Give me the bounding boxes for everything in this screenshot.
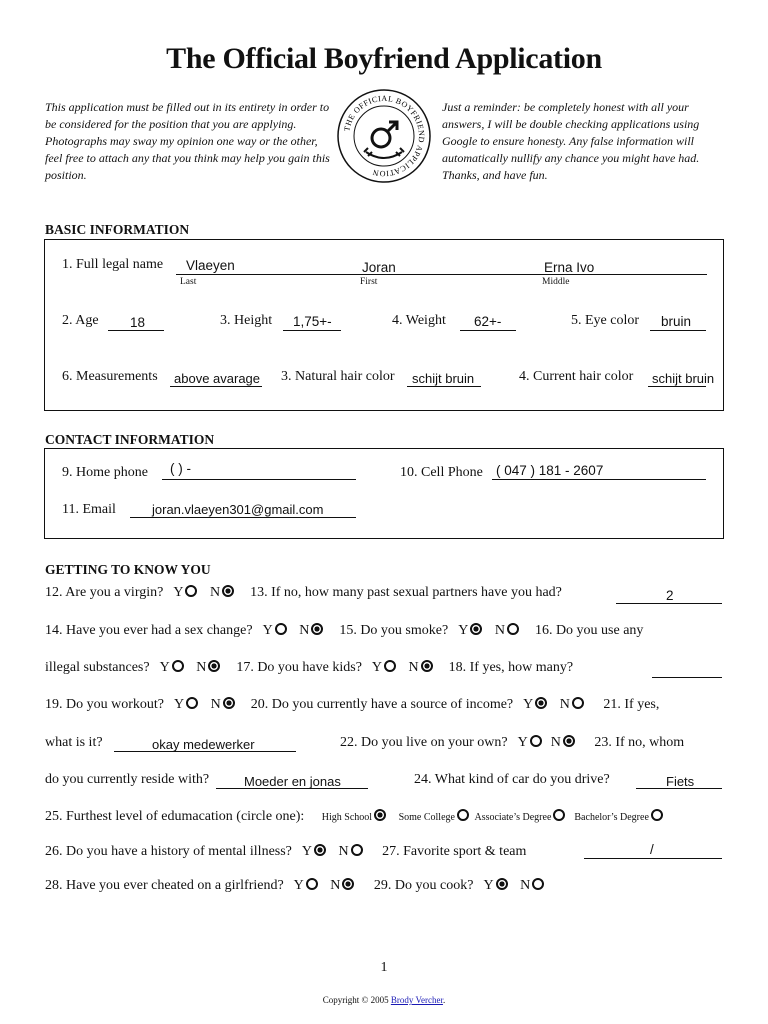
measurements-line <box>170 386 262 387</box>
row-q26-q27 <box>45 844 526 860</box>
email-value[interactable]: joran.vlaeyen301@gmail.com <box>152 502 324 517</box>
q29-y-label: Y <box>483 878 494 893</box>
q13-line <box>616 603 722 604</box>
weight-label: 4. Weight <box>392 313 446 328</box>
q19-y-label: Y <box>173 697 185 712</box>
contact-info-box <box>44 448 724 539</box>
measurements-label: 6. Measurements <box>62 369 158 384</box>
q24-value[interactable]: Fiets <box>666 774 695 789</box>
natural-hair-label: 3. Natural hair color <box>281 369 395 384</box>
q15-n-label: N <box>494 623 505 638</box>
first-label: First <box>360 277 378 287</box>
q14-label: 14. Have you ever had a sex change? <box>45 623 253 638</box>
row-q14-q16 <box>45 623 643 639</box>
q28-n-label: N <box>330 878 341 893</box>
q17-yes-radio[interactable] <box>384 660 396 672</box>
q16b-label: illegal substances? <box>45 660 150 675</box>
row-q21b-q23 <box>45 735 103 751</box>
q12-n-label: N <box>209 585 221 600</box>
email-label: 11. Email <box>62 502 116 517</box>
row-q22-q23 <box>340 735 684 751</box>
q22-n-label: N <box>550 735 561 750</box>
email-line <box>130 517 356 518</box>
q22-yes-radio[interactable] <box>530 735 542 747</box>
q14-yes-radio[interactable] <box>275 623 287 635</box>
page-title: The Official Boyfriend Application <box>166 42 602 75</box>
last-label: Last <box>180 277 197 287</box>
q29-yes-radio[interactable] <box>496 878 508 890</box>
q15-no-radio[interactable] <box>507 623 519 635</box>
row-q23b <box>45 772 209 788</box>
edu-bachelors-radio[interactable] <box>651 809 663 821</box>
eye-color-value[interactable]: bruin <box>661 314 692 329</box>
q16-no-radio[interactable] <box>208 660 220 672</box>
cell-phone-line <box>492 479 706 480</box>
first-name-value[interactable]: Joran <box>362 260 396 275</box>
q27-line <box>584 858 722 859</box>
q28-no-radio[interactable] <box>342 878 354 890</box>
q18-label: 18. If yes, how many? <box>448 660 574 675</box>
edu-high-school-label: High School <box>321 812 373 823</box>
q21-value[interactable]: okay medewerker <box>152 737 255 752</box>
full-name-line <box>176 274 707 275</box>
getting-to-know-heading: GETTING TO KNOW YOU <box>45 562 211 577</box>
height-line <box>283 330 341 331</box>
copyright-period: . <box>442 995 446 1005</box>
copyright-line <box>0 995 768 1005</box>
home-phone-line <box>162 479 356 480</box>
q17-n-label: N <box>408 660 419 675</box>
q16-y-label: Y <box>159 660 170 675</box>
q14-no-radio[interactable] <box>311 623 323 635</box>
middle-label: Middle <box>542 277 570 287</box>
eye-color-label: 5. Eye color <box>571 313 640 328</box>
q21b-label: what is it? <box>45 735 103 750</box>
q20-label: 20. Do you currently have a source of income? <box>250 697 514 712</box>
official-seal-icon <box>336 88 432 184</box>
current-hair-label: 4. Current hair color <box>519 369 634 384</box>
q20-no-radio[interactable] <box>572 697 584 709</box>
height-label: 3. Height <box>220 313 273 328</box>
full-name-label: 1. Full legal name <box>62 257 164 272</box>
q26-label: 26. Do you have a history of mental illness? <box>45 844 292 859</box>
home-phone-value[interactable]: ( ) - <box>170 461 191 476</box>
height-value[interactable]: 1,75+- <box>293 314 332 329</box>
q19-no-radio[interactable] <box>223 697 235 709</box>
current-hair-value[interactable]: schijt bruin <box>652 371 715 386</box>
q27-value[interactable]: / <box>650 842 654 857</box>
q27-label: 27. Favorite sport & team <box>382 844 527 859</box>
edu-some-college-radio[interactable] <box>457 809 469 821</box>
measurements-value[interactable]: above avarage <box>174 371 261 386</box>
q28-yes-radio[interactable] <box>306 878 318 890</box>
edu-some-college-label: Some College <box>398 812 455 823</box>
q19-label: 19. Do you workout? <box>45 697 164 712</box>
cell-phone-label: 10. Cell Phone <box>400 465 483 480</box>
q22-label: 22. Do you live on your own? <box>340 735 508 750</box>
contact-info-heading: CONTACT INFORMATION <box>45 432 215 447</box>
intro-right: Just a reminder: be completely honest with all your answers, I will be double checking applications using Google to ensure honesty. Any false information will automatically nullify any chance you might have had. Thanks, and have fun. <box>442 100 700 182</box>
q23-label: 23. If no, whom <box>594 735 685 750</box>
q17-no-radio[interactable] <box>421 660 433 672</box>
basic-info-heading: BASIC INFORMATION <box>45 222 190 237</box>
row-q25 <box>45 809 665 825</box>
intro-left: This application must be filled out in its entirety in order to be considered for the position that you are applying. Photographs may sway my opinion one way or the other, feel free to attach any that you think may help you gain this position. <box>45 100 330 182</box>
row-q19-q21 <box>45 697 659 713</box>
age-line <box>108 330 164 331</box>
edu-bachelors-label: Bachelor’s Degree <box>574 812 649 823</box>
q24-label: 24. What kind of car do you drive? <box>414 772 610 787</box>
edu-associates-radio[interactable] <box>553 809 565 821</box>
q17-label: 17. Do you have kids? <box>236 660 362 675</box>
last-name-value[interactable]: Vlaeyen <box>186 258 235 273</box>
q28-y-label: Y <box>293 878 304 893</box>
q19-n-label: N <box>210 697 221 712</box>
age-value[interactable]: 18 <box>130 315 146 330</box>
q12-y-label: Y <box>173 585 184 600</box>
q12-label: 12. Are you a virgin? <box>45 585 164 600</box>
q26-n-label: N <box>338 844 349 859</box>
edu-associates-label: Associate’s Degree <box>474 812 552 823</box>
q14-y-label: Y <box>262 623 273 638</box>
q26-no-radio[interactable] <box>351 844 363 856</box>
copyright-text: Copyright © 2005 <box>322 995 389 1005</box>
q16-label: 16. Do you use any <box>534 623 644 638</box>
seal-text: THE OFFICIAL BOYFRIEND APPLICATION <box>342 93 427 179</box>
weight-value[interactable]: 62+- <box>474 314 502 329</box>
q29-label: 29. Do you cook? <box>373 878 474 893</box>
q29-n-label: N <box>520 878 531 893</box>
q13-label: 13. If no, how many past sexual partners have you had? <box>250 585 562 600</box>
q22-y-label: Y <box>517 735 528 750</box>
home-phone-label: 9. Home phone <box>62 465 148 480</box>
weight-line <box>460 330 516 331</box>
q20-yes-radio[interactable] <box>535 697 547 709</box>
natural-hair-value[interactable]: schijt bruin <box>412 371 475 386</box>
q15-y-label: Y <box>458 623 469 638</box>
q29-no-radio[interactable] <box>532 878 544 890</box>
q13-value[interactable]: 2 <box>666 588 674 603</box>
q20-n-label: N <box>559 697 570 712</box>
q15-yes-radio[interactable] <box>470 623 482 635</box>
page-number: 1 <box>380 960 388 975</box>
q25-label: 25. Furthest level of edumacation (circle one): <box>45 809 305 824</box>
row-q28-q29 <box>45 878 546 894</box>
natural-hair-line <box>407 386 481 387</box>
q14-n-label: N <box>299 623 310 638</box>
q26-yes-radio[interactable] <box>314 844 326 856</box>
q19-yes-radio[interactable] <box>186 697 198 709</box>
row-q12-q13 <box>45 585 562 601</box>
eye-color-line <box>650 330 706 331</box>
q21-label: 21. If yes, <box>603 697 660 712</box>
q28-label: 28. Have you ever cheated on a girlfriend? <box>45 878 284 893</box>
q16-n-label: N <box>196 660 207 675</box>
author-link[interactable]: Brody Vercher <box>390 995 443 1005</box>
q16-yes-radio[interactable] <box>172 660 184 672</box>
q20-y-label: Y <box>523 697 534 712</box>
cell-phone-value[interactable]: ( 047 ) 181 - 2607 <box>496 463 604 478</box>
q15-label: 15. Do you smoke? <box>339 623 449 638</box>
q23b-label: do you currently reside with? <box>45 772 210 787</box>
age-label: 2. Age <box>62 313 99 328</box>
current-hair-line <box>648 386 706 387</box>
q23-value[interactable]: Moeder en jonas <box>244 774 341 789</box>
q18-line[interactable] <box>652 677 722 678</box>
row-q16b-q18 <box>45 660 573 676</box>
q12-no-radio[interactable] <box>222 585 234 597</box>
q26-y-label: Y <box>301 844 313 859</box>
middle-name-value[interactable]: Erna Ivo <box>544 260 595 275</box>
q17-y-label: Y <box>371 660 383 675</box>
edu-high-school-radio[interactable] <box>374 809 386 821</box>
q12-yes-radio[interactable] <box>185 585 197 597</box>
q22-no-radio[interactable] <box>563 735 575 747</box>
